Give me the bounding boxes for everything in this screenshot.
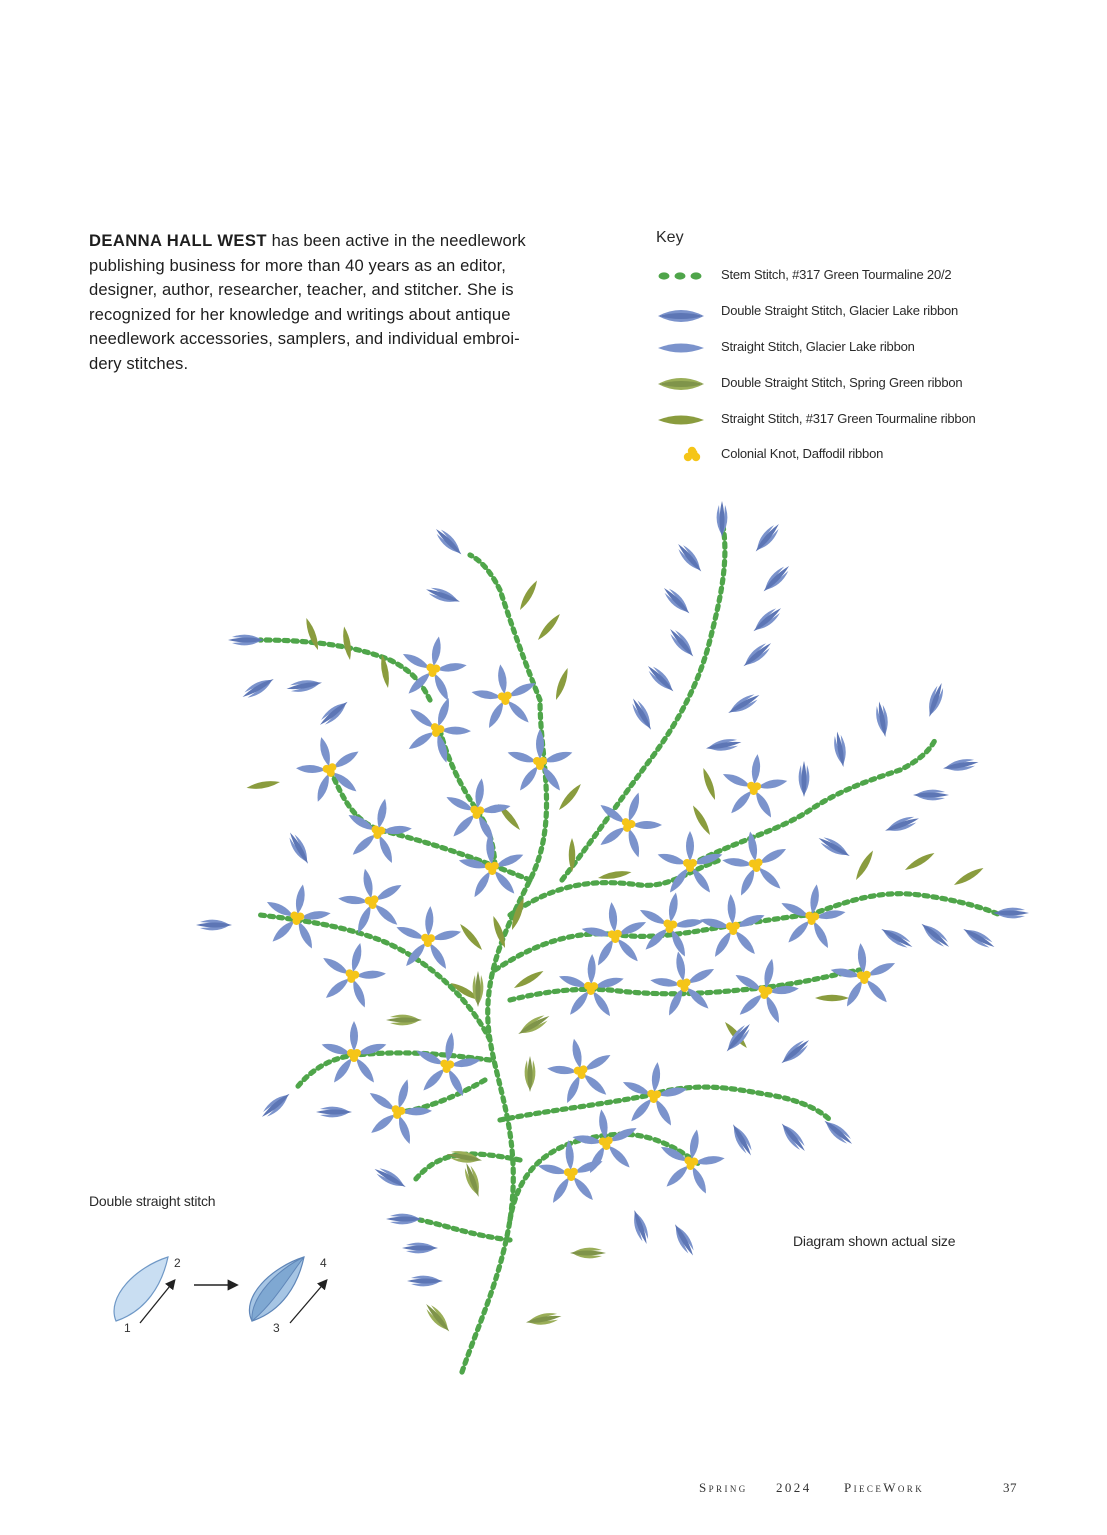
double-straight-stitch	[644, 662, 677, 695]
straight-stitch-leaf	[536, 612, 563, 642]
flower	[617, 1059, 690, 1130]
double-straight-stitch	[386, 1015, 422, 1026]
double-straight-stitch	[913, 790, 949, 801]
double-straight-stitch	[717, 501, 728, 537]
straight-stitch-leaf	[341, 626, 353, 661]
double-straight-stitch	[285, 830, 312, 867]
double-straight-stitch	[816, 833, 853, 860]
straight-stitch-leaf	[597, 869, 632, 881]
double-straight-stitch	[660, 584, 693, 617]
double-straight-stitch	[286, 677, 323, 694]
double-straight-stitch	[461, 1161, 483, 1199]
double-straight-stitch	[525, 1311, 562, 1328]
double-straight-stitch	[432, 525, 465, 558]
key-label: Double Straight Stitch, Glacier Lake ribbon	[721, 303, 959, 318]
double-straight-stitch	[740, 639, 775, 670]
flower	[697, 892, 768, 960]
double-straight-stitch	[942, 757, 979, 774]
double-straight-stitch-illustration	[100, 1245, 360, 1345]
double-straight-title: Double straight stitch	[89, 1193, 216, 1209]
key-title: Key	[656, 229, 684, 246]
flower	[339, 792, 418, 868]
flower	[556, 953, 625, 1019]
key-label: Straight Stitch, Glacier Lake ribbon	[721, 339, 915, 354]
flower	[440, 774, 515, 847]
flower	[392, 904, 463, 972]
double-straight-stitch	[918, 920, 953, 951]
double-straight-stitch	[924, 681, 946, 719]
flower	[456, 831, 528, 900]
double-straight-stitch	[993, 908, 1029, 919]
double-straight-stitch	[879, 924, 916, 951]
double-straight-stitch	[821, 1117, 856, 1148]
stem-stitch	[700, 740, 935, 860]
straight-stitch-leaf	[458, 922, 485, 952]
double-straight-stitch	[874, 701, 891, 738]
double-straight-stitch	[240, 674, 277, 701]
diagram-scale-note: Diagram shown actual size	[793, 1233, 956, 1249]
flower	[410, 1028, 485, 1101]
footer-page-number: 37	[1003, 1480, 1017, 1495]
flower	[541, 1032, 620, 1108]
flower	[717, 751, 790, 822]
step-label-1: 1	[124, 1321, 131, 1335]
straight-stitch-leaf	[690, 804, 713, 837]
double-straight-stitch	[258, 1090, 293, 1121]
footer-year: 2024	[776, 1480, 812, 1495]
straight-stitch-leaf	[853, 849, 876, 882]
double-straight-stitch	[670, 1222, 697, 1259]
key-label: Straight Stitch, #317 Green Tourmaline ribbon	[721, 411, 976, 426]
key-label: Colonial Knot, Daffodil ribbon	[721, 446, 884, 461]
double-straight-stitch	[778, 1036, 813, 1067]
stitch-arrow-2	[290, 1281, 326, 1323]
flower	[395, 687, 480, 770]
footer-magazine: PieceWork	[844, 1480, 925, 1495]
stem-stitch	[462, 700, 547, 1372]
double-straight-stitch	[386, 1214, 422, 1225]
flower	[587, 782, 671, 863]
double-straight-stitch	[883, 813, 921, 835]
straight-stitch-leaf	[903, 850, 936, 873]
double-straight-stitch	[402, 1243, 438, 1254]
double-straight-stitch	[752, 520, 783, 555]
double-straight-stitch	[316, 1107, 352, 1118]
flower	[568, 1105, 643, 1178]
double-straight-stitch	[628, 696, 655, 733]
key-label: Stem Stitch, #317 Green Tourmaline 20/2	[721, 267, 952, 282]
double-straight-stitch	[516, 1011, 553, 1038]
author-name: DEANNA HALL WEST	[89, 231, 267, 250]
stem-stitch	[400, 1080, 485, 1112]
footer-season: Spring	[699, 1480, 748, 1495]
double-straight-stitch	[473, 971, 484, 1007]
double-straight-stitch	[407, 1276, 443, 1287]
double-straight-stitch	[372, 1164, 409, 1191]
straight-stitch-leaf	[553, 667, 571, 701]
flower	[645, 946, 722, 1021]
stitch-petal-1	[114, 1257, 168, 1321]
double-straight-stitch	[832, 731, 849, 768]
double-straight-stitch	[728, 1122, 755, 1159]
double-straight-stitch	[422, 1300, 453, 1335]
double-straight-stitch	[760, 562, 793, 595]
step-label-3: 3	[273, 1321, 280, 1335]
flower	[653, 1124, 730, 1199]
double-straight-stitch	[961, 924, 998, 951]
double-straight-stitch	[705, 737, 742, 754]
straight-stitch-leaf	[700, 767, 718, 801]
straight-stitch-leaf	[246, 779, 281, 791]
straight-stitch-leaf	[512, 968, 545, 991]
straight-stitch-leaf	[517, 579, 540, 612]
flower	[289, 728, 370, 807]
stem-stitch	[420, 1220, 510, 1240]
step-label-4: 4	[320, 1256, 327, 1270]
flower	[535, 1138, 606, 1206]
double-straight-stitch	[196, 920, 232, 931]
flower	[312, 935, 393, 1013]
double-straight-stitch	[629, 1208, 651, 1246]
straight-stitch-leaf	[303, 617, 321, 651]
stem-stitch	[260, 640, 430, 700]
double-straight-stitch	[424, 584, 462, 606]
double-straight-stitch	[228, 635, 264, 646]
double-straight-stitch	[570, 1248, 606, 1259]
double-straight-stitch	[666, 625, 697, 660]
straight-stitch-leaf	[952, 865, 985, 888]
author-bio-text: has been active in the needlework publishing business for more than 40 years as an editor, designer, author, researcher, teacher, and stitcher. She is recognized for her knowledge and writings about antique needlework accessories, samplers, and individual embroi-dery stitches.	[89, 231, 526, 373]
flower	[506, 729, 573, 793]
straight-stitch-leaf	[557, 782, 584, 812]
straight-stitch-leaf	[815, 995, 849, 1002]
double-straight-stitch	[750, 604, 785, 635]
key-label: Double Straight Stitch, Spring Green ribbon	[721, 375, 963, 390]
step-label-2: 2	[174, 1256, 181, 1270]
double-straight-stitch	[778, 1120, 809, 1155]
double-straight-stitch	[726, 690, 763, 717]
double-straight-stitch	[316, 698, 351, 729]
double-straight-stitch	[525, 1056, 536, 1092]
double-straight-stitch	[799, 761, 810, 797]
double-straight-stitch	[674, 540, 705, 575]
